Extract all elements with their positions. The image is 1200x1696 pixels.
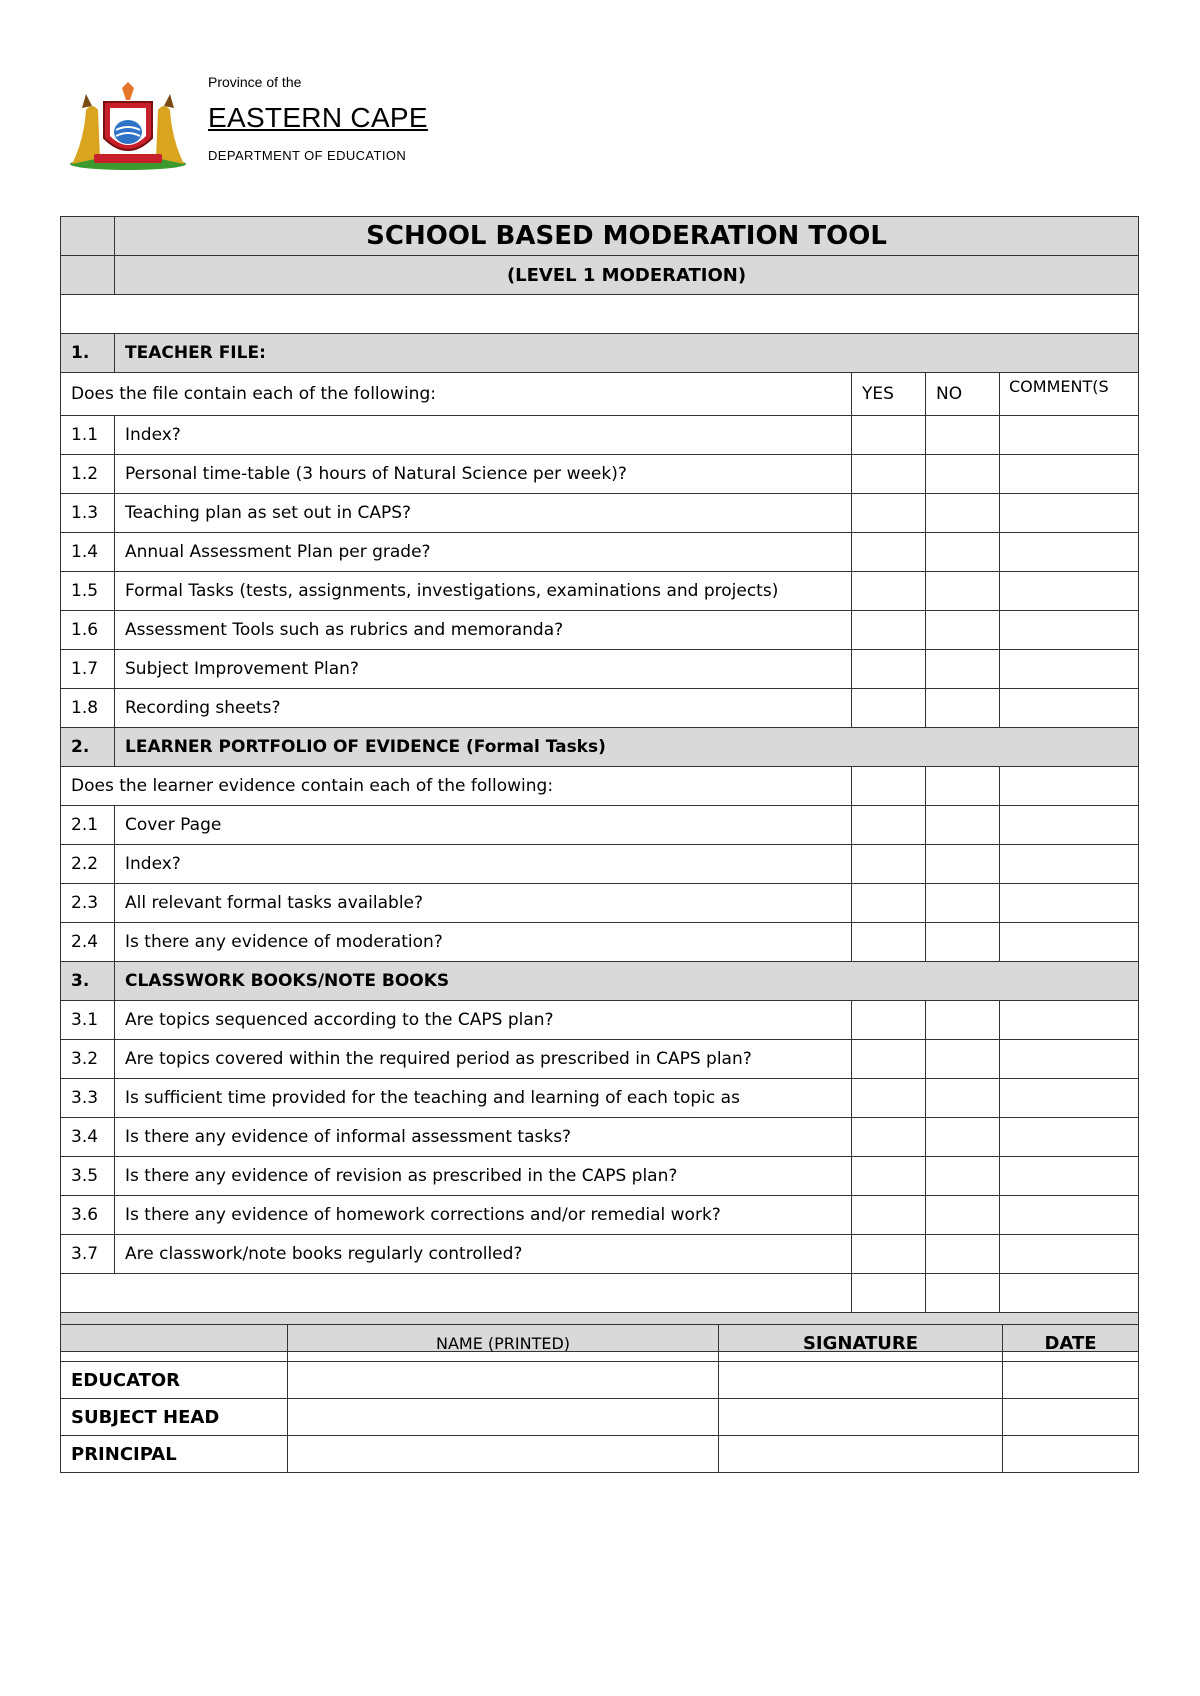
comment-cell[interactable] — [1000, 689, 1139, 728]
section-title: LEARNER PORTFOLIO OF EVIDENCE (Formal Tasks) — [115, 728, 1139, 767]
section-question: Does the learner evidence contain each of the following: — [61, 767, 852, 806]
name-header: NAME (PRINTED) — [288, 1325, 719, 1362]
yes-cell[interactable] — [852, 1040, 926, 1079]
checklist-row — [61, 572, 1139, 611]
yes-cell[interactable] — [852, 1274, 926, 1313]
item-number: 3.3 — [61, 1079, 115, 1118]
item-text: Is there any evidence of revision as prescribed in the CAPS plan? — [115, 1157, 852, 1196]
title-row — [61, 217, 1139, 256]
checklist-row — [61, 806, 1139, 845]
item-text: Personal time-table (3 hours of Natural Science per week)? — [115, 455, 852, 494]
no-cell[interactable] — [926, 1157, 1000, 1196]
item-text: Index? — [115, 416, 852, 455]
item-text: Is there any evidence of homework corrections and/or remedial work? — [115, 1196, 852, 1235]
province-of-label: Province of the — [208, 74, 302, 90]
subtitle-row — [61, 256, 1139, 295]
item-number: 3.5 — [61, 1157, 115, 1196]
comment-cell[interactable] — [1000, 806, 1139, 845]
comment-cell[interactable] — [1000, 1157, 1139, 1196]
checklist-row — [61, 1235, 1139, 1274]
department-name: DEPARTMENT OF EDUCATION — [208, 148, 407, 163]
comment-column-header: COMMENT(S — [1000, 373, 1139, 416]
subtitle-spacer — [61, 256, 115, 295]
item-text: Teaching plan as set out in CAPS? — [115, 494, 852, 533]
checklist-row — [61, 1196, 1139, 1235]
section-number: 3. — [61, 962, 115, 1001]
item-number: 1.4 — [61, 533, 115, 572]
signature-field[interactable] — [719, 1436, 1003, 1473]
comment-cell[interactable] — [1000, 1196, 1139, 1235]
section-question: Does the file contain each of the following: — [61, 373, 852, 416]
item-text: Are topics covered within the required period as prescribed in CAPS plan? — [115, 1040, 852, 1079]
item-number: 1.3 — [61, 494, 115, 533]
comment-cell[interactable] — [1000, 1118, 1139, 1157]
item-text: Subject Improvement Plan? — [115, 650, 852, 689]
moderation-form-table — [60, 216, 1139, 1352]
item-number: 3.4 — [61, 1118, 115, 1157]
checklist-row — [61, 1001, 1139, 1040]
checklist-row — [61, 611, 1139, 650]
yes-cell[interactable] — [852, 1157, 926, 1196]
signoff-table — [60, 1324, 1139, 1473]
checklist-row — [61, 455, 1139, 494]
item-number: 1.1 — [61, 416, 115, 455]
no-cell[interactable] — [926, 650, 1000, 689]
item-text: Recording sheets? — [115, 689, 852, 728]
yes-cell[interactable] — [852, 1235, 926, 1274]
section-title: TEACHER FILE: — [115, 334, 1139, 373]
no-cell[interactable] — [926, 689, 1000, 728]
comment-cell[interactable] — [1000, 1235, 1139, 1274]
empty-cell[interactable] — [61, 1274, 852, 1313]
date-header: DATE — [1003, 1325, 1139, 1362]
empty-row — [61, 1274, 1139, 1313]
comment-cell[interactable] — [1000, 767, 1139, 806]
blank-cell — [61, 295, 1139, 334]
no-cell[interactable] — [926, 494, 1000, 533]
item-text: All relevant formal tasks available? — [115, 884, 852, 923]
form-title: SCHOOL BASED MODERATION TOOL — [115, 217, 1139, 256]
yes-cell[interactable] — [852, 1079, 926, 1118]
no-cell[interactable] — [926, 416, 1000, 455]
checklist-row — [61, 1079, 1139, 1118]
item-text: Is sufficient time provided for the teaching and learning of each topic as — [115, 1079, 852, 1118]
no-cell[interactable] — [926, 1118, 1000, 1157]
no-column-header: NO — [926, 373, 1000, 416]
item-number: 1.8 — [61, 689, 115, 728]
no-cell[interactable] — [926, 572, 1000, 611]
checklist-row — [61, 845, 1139, 884]
yes-cell[interactable] — [852, 455, 926, 494]
item-text: Index? — [115, 845, 852, 884]
item-text: Is there any evidence of informal assessment tasks? — [115, 1118, 852, 1157]
yes-cell[interactable] — [852, 689, 926, 728]
signoff-corner — [61, 1325, 288, 1362]
comment-cell[interactable] — [1000, 416, 1139, 455]
question-row — [61, 373, 1139, 416]
item-number: 2.1 — [61, 806, 115, 845]
section-number: 1. — [61, 334, 115, 373]
checklist-row — [61, 650, 1139, 689]
signature-field[interactable] — [719, 1362, 1003, 1399]
date-field[interactable] — [1003, 1362, 1139, 1399]
no-cell[interactable] — [926, 1274, 1000, 1313]
comment-cell[interactable] — [1000, 923, 1139, 962]
yes-cell[interactable] — [852, 884, 926, 923]
no-cell[interactable] — [926, 1079, 1000, 1118]
section-header-row — [61, 334, 1139, 373]
item-number: 2.2 — [61, 845, 115, 884]
question-row — [61, 767, 1139, 806]
item-number: 3.1 — [61, 1001, 115, 1040]
item-number: 1.6 — [61, 611, 115, 650]
role-label: PRINCIPAL — [61, 1436, 288, 1473]
blank-row — [61, 295, 1139, 334]
item-text: Are topics sequenced according to the CAPS plan? — [115, 1001, 852, 1040]
comment-cell[interactable] — [1000, 1001, 1139, 1040]
no-cell[interactable] — [926, 1040, 1000, 1079]
signoff-row — [61, 1436, 1139, 1473]
signoff-row — [61, 1399, 1139, 1436]
no-cell[interactable] — [926, 884, 1000, 923]
date-field[interactable] — [1003, 1436, 1139, 1473]
yes-cell[interactable] — [852, 845, 926, 884]
section-header-row — [61, 962, 1139, 1001]
section-title: CLASSWORK BOOKS/NOTE BOOKS — [115, 962, 1139, 1001]
no-cell[interactable] — [926, 1001, 1000, 1040]
role-label: EDUCATOR — [61, 1362, 288, 1399]
item-number: 1.5 — [61, 572, 115, 611]
coat-of-arms-icon — [64, 80, 192, 172]
yes-cell[interactable] — [852, 806, 926, 845]
comment-cell[interactable] — [1000, 1040, 1139, 1079]
checklist-row — [61, 1157, 1139, 1196]
name-field[interactable] — [288, 1436, 719, 1473]
yes-cell[interactable] — [852, 1001, 926, 1040]
comment-cell[interactable] — [1000, 572, 1139, 611]
yes-cell[interactable] — [852, 533, 926, 572]
yes-cell[interactable] — [852, 416, 926, 455]
title-spacer — [61, 217, 115, 256]
yes-cell[interactable] — [852, 1118, 926, 1157]
checklist-row — [61, 416, 1139, 455]
item-text: Assessment Tools such as rubrics and memoranda? — [115, 611, 852, 650]
item-number: 2.3 — [61, 884, 115, 923]
comment-cell[interactable] — [1000, 650, 1139, 689]
signoff-row — [61, 1362, 1139, 1399]
name-field[interactable] — [288, 1399, 719, 1436]
signature-field[interactable] — [719, 1399, 1003, 1436]
item-text: Formal Tasks (tests, assignments, investigations, examinations and projects) — [115, 572, 852, 611]
no-cell[interactable] — [926, 533, 1000, 572]
no-cell[interactable] — [926, 845, 1000, 884]
comment-cell[interactable] — [1000, 845, 1139, 884]
comment-cell[interactable] — [1000, 494, 1139, 533]
no-cell[interactable] — [926, 923, 1000, 962]
province-name: EASTERN CAPE — [208, 102, 428, 133]
comment-cell[interactable] — [1000, 884, 1139, 923]
yes-cell[interactable] — [852, 494, 926, 533]
item-text: Are classwork/note books regularly controlled? — [115, 1235, 852, 1274]
checklist-row — [61, 923, 1139, 962]
item-number: 3.2 — [61, 1040, 115, 1079]
checklist-row — [61, 1040, 1139, 1079]
checklist-row — [61, 533, 1139, 572]
no-cell[interactable] — [926, 806, 1000, 845]
yes-cell[interactable] — [852, 572, 926, 611]
checklist-row — [61, 1118, 1139, 1157]
checklist-row — [61, 689, 1139, 728]
checklist-row — [61, 884, 1139, 923]
item-number: 3.7 — [61, 1235, 115, 1274]
comment-cell[interactable] — [1000, 611, 1139, 650]
no-cell[interactable] — [926, 455, 1000, 494]
form-subtitle: (LEVEL 1 MODERATION) — [115, 256, 1139, 295]
no-cell[interactable] — [926, 611, 1000, 650]
section-header-row — [61, 728, 1139, 767]
no-cell[interactable] — [926, 767, 1000, 806]
yes-cell[interactable] — [852, 767, 926, 806]
letterhead — [64, 66, 564, 176]
section-number: 2. — [61, 728, 115, 767]
no-cell[interactable] — [926, 1196, 1000, 1235]
name-field[interactable] — [288, 1362, 719, 1399]
item-number: 3.6 — [61, 1196, 115, 1235]
comment-cell[interactable] — [1000, 1079, 1139, 1118]
yes-cell[interactable] — [852, 923, 926, 962]
comment-cell[interactable] — [1000, 1274, 1139, 1313]
no-cell[interactable] — [926, 1235, 1000, 1274]
item-text: Is there any evidence of moderation? — [115, 923, 852, 962]
yes-cell[interactable] — [852, 650, 926, 689]
comment-cell[interactable] — [1000, 455, 1139, 494]
yes-cell[interactable] — [852, 1196, 926, 1235]
signoff-header-row — [61, 1325, 1139, 1362]
date-field[interactable] — [1003, 1399, 1139, 1436]
signature-header: SIGNATURE — [719, 1325, 1003, 1362]
comment-cell[interactable] — [1000, 533, 1139, 572]
checklist-row — [61, 494, 1139, 533]
item-text: Cover Page — [115, 806, 852, 845]
item-text: Annual Assessment Plan per grade? — [115, 533, 852, 572]
item-number: 1.7 — [61, 650, 115, 689]
yes-cell[interactable] — [852, 611, 926, 650]
item-number: 1.2 — [61, 455, 115, 494]
item-number: 2.4 — [61, 923, 115, 962]
yes-column-header: YES — [852, 373, 926, 416]
role-label: SUBJECT HEAD — [61, 1399, 288, 1436]
